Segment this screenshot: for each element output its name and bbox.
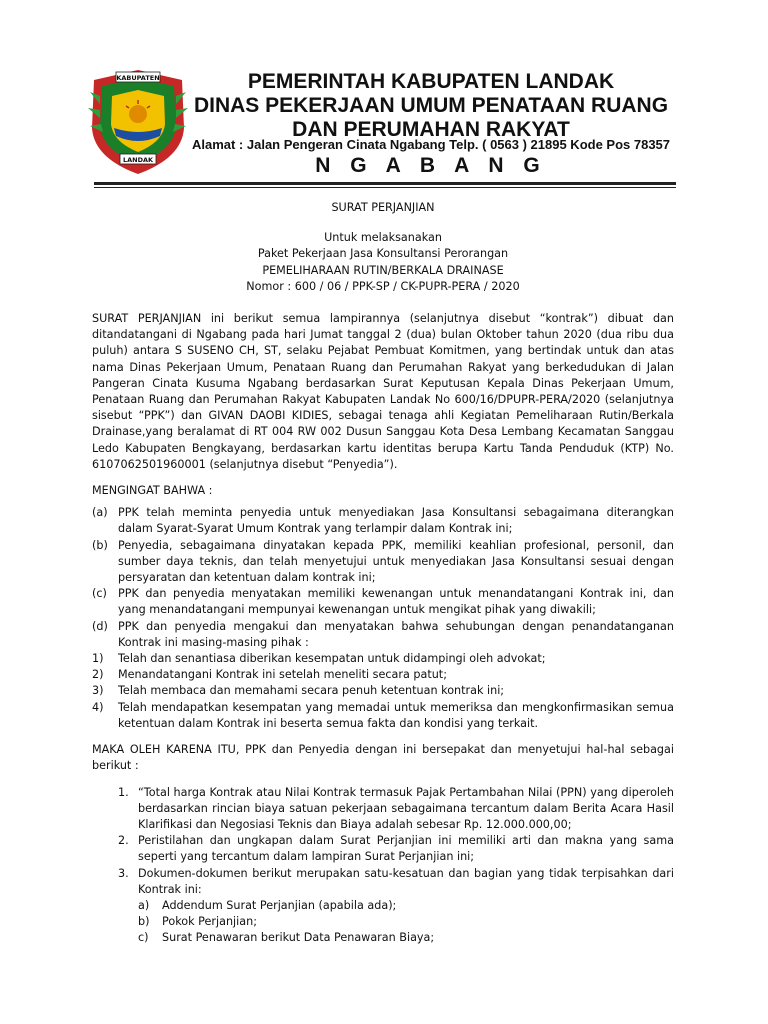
list-text: Pokok Perjanjian; — [162, 915, 257, 929]
document-title: SURAT PERJANJIAN — [331, 201, 435, 214]
list-item — [92, 667, 674, 683]
list-item — [92, 538, 674, 587]
letterhead-rule-thick — [94, 182, 676, 185]
sub-item — [138, 898, 674, 914]
list-text: PPK dan penyedia menyatakan memiliki kewenangan untuk menandatangani Kontrak ini, dan yang menandatangani mempunyai kewenangan untuk mengikat pihak yang diwakili; — [118, 587, 674, 617]
list-marker: (c) — [92, 587, 107, 601]
list-marker: 1. — [118, 785, 129, 799]
list-item — [92, 700, 674, 732]
sub-item — [138, 930, 674, 946]
list-marker: 2) — [92, 668, 104, 682]
kabupaten-landak-emblem-icon — [86, 66, 190, 178]
list-text: Penyedia, sebagaimana dinyatakan kepada PPK, memiliki keahlian profesional, personil, dan sumber daya teknis, dan telah menyetujui untuk menyediakan Jasa Konsultansi sesuai dengan persyaratan dan ketentuan dalam kontrak ini; — [118, 538, 674, 585]
list-marker: c) — [138, 931, 149, 945]
maka-paragraph: MAKA OLEH KARENA ITU, PPK dan Penyedia dengan ini bersepakat dan menyetujui hal-hal sebagai berikut : — [92, 743, 674, 773]
intro-line: PEMELIHARAAN RUTIN/BERKALA DRAINASE — [262, 263, 504, 277]
agency-address: Alamat : Jalan Pengeran Cinata Ngabang Telp. ( 0563 ) 21895 Kode Pos 78357 — [191, 137, 671, 152]
letterhead-rule-thin — [94, 187, 676, 188]
list-marker: 3) — [92, 684, 104, 698]
svg-text:LANDAK: LANDAK — [122, 156, 154, 164]
svg-text:KABUPATEN: KABUPATEN — [116, 74, 160, 82]
list-item — [92, 651, 674, 667]
intro-line: Untuk melaksanakan — [324, 231, 442, 245]
list-item — [92, 505, 674, 537]
list-marker: (a) — [92, 506, 108, 520]
list-text: Dokumen-dokumen berikut merupakan satu-kesatuan dan bagian yang tidak terpisahkan dari Kontrak ini: — [138, 866, 674, 896]
list-text: Telah membaca dan memahami secara penuh ketentuan kontrak ini; — [118, 684, 505, 698]
list-marker: (d) — [92, 619, 108, 633]
list-text: PPK telah meminta penyedia untuk menyediakan Jasa Konsultansi sebagaimana diterangkan dalam Syarat-Syarat Umum Kontrak yang terlampir dalam Kontrak ini; — [118, 506, 674, 536]
list-item — [92, 586, 674, 618]
document-intro — [92, 230, 674, 295]
agency-name — [186, 70, 676, 142]
list-item — [92, 683, 674, 699]
list-marker: (b) — [92, 538, 108, 552]
list-marker: 1) — [92, 652, 104, 666]
list-text: Telah mendapatkan kesempatan yang memadai untuk memeriksa dan mengkonfirmasikan semua ketentuan dalam Kontrak ini beserta semua fakta dan kondisi yang terkait. — [118, 700, 674, 730]
list-marker: 4) — [92, 700, 104, 714]
letterhead — [0, 0, 768, 200]
document-body — [92, 192, 674, 947]
sub-item — [138, 914, 674, 930]
agency-line-3: DAN PERUMAHAN RAKYAT — [292, 118, 570, 141]
list-marker: 3. — [118, 866, 129, 880]
list-marker: a) — [138, 898, 150, 912]
list-text: Peristilahan dan ungkapan dalam Surat Perjanjian ini memiliki arti dan makna yang sama seperti yang tercantum dalam lampiran Surat Perjanjian ini; — [138, 834, 674, 864]
list-text: Telah dan senantiasa diberikan kesempatan untuk didampingi oleh advokat; — [118, 652, 546, 666]
list-marker: b) — [138, 915, 150, 929]
list-text: Menandatangani Kontrak ini setelah meneliti secara patut; — [118, 668, 447, 682]
agreement-item — [118, 866, 674, 898]
list-text: Surat Penawaran berikut Data Penawaran Biaya; — [162, 931, 435, 945]
agency-city: N G A B A N G — [315, 154, 547, 177]
list-text: Addendum Surat Perjanjian (apabila ada); — [162, 898, 397, 912]
agreement-item — [118, 833, 674, 865]
list-text: PPK dan penyedia mengakui dan menyatakan bahwa sehubungan dengan penandatanganan Kontrak ini masing-masing pihak : — [118, 619, 674, 649]
list-marker: 2. — [118, 834, 129, 848]
list-text: “Total harga Kontrak atau Nilai Kontrak termasuk Pajak Pertambahan Nilai (PPN) yang diperoleh berdasarkan rincian biaya satuan pekerjaan sebagaimana tercantum dalam Berita Acara Hasil Klarifikasi dan Negosiasi Teknis dan Biaya adalah sebesar Rp. 12.000.000,00; — [138, 785, 674, 831]
list-item — [92, 619, 674, 651]
mengingat-heading: MENGINGAT BAHWA : — [92, 484, 213, 498]
agency-line-2: DINAS PEKERJAAN UMUM PENATAAN RUANG — [193, 94, 669, 117]
opening-paragraph: SURAT PERJANJIAN ini berikut semua lampirannya (selanjutnya disebut “kontrak”) dibuat dan ditandatangani di Ngabang pada hari Jumat tanggal 2 (dua) bulan Oktober tahun 2020 (dua ribu dua puluh) antara S SUSENO CH, ST, selaku Pejabat Pembuat Komitmen, yang bertindak untuk dan atas nama Dinas Pekerjaan Umum, Penataan Ruang dan Perumahan Rakyat yang berkedudukan di Jalan Pangeran Cinata Kusuma Ngabang berdasarkan Surat Keputusan Kepala Dinas Pekerjaan Umum, Penataan Ruang dan Perumahan Rakyat Kabupaten Landak No 600/16/DPUPR-PERA/2020 (selanjutnya sisebut “PPK”) dan GIVAN DAOBI KIDIES, sebagai tenaga ahli Kegiatan Pemeliharaan Rutin/Berkala Drainase,yang beralamat di RT 004 RW 002 Dusun Sanggau Kota Desa Lembang Kecamatan Sanggau Ledo Kabupaten Bengkayang, berdasarkan kartu identitas berupa Kartu Tanda Penduduk (KTP) No. 6107062501960001 (selanjutnya disebut “Penyedia”). — [92, 312, 674, 471]
contract-number: Nomor : 600 / 06 / PPK-SP / CK-PUPR-PERA / 2020 — [246, 279, 520, 293]
agency-line-1: PEMERINTAH KABUPATEN LANDAK — [247, 70, 615, 93]
intro-line: Paket Pekerjaan Jasa Konsultansi Perorangan — [257, 247, 509, 261]
agreement-item — [118, 785, 674, 834]
